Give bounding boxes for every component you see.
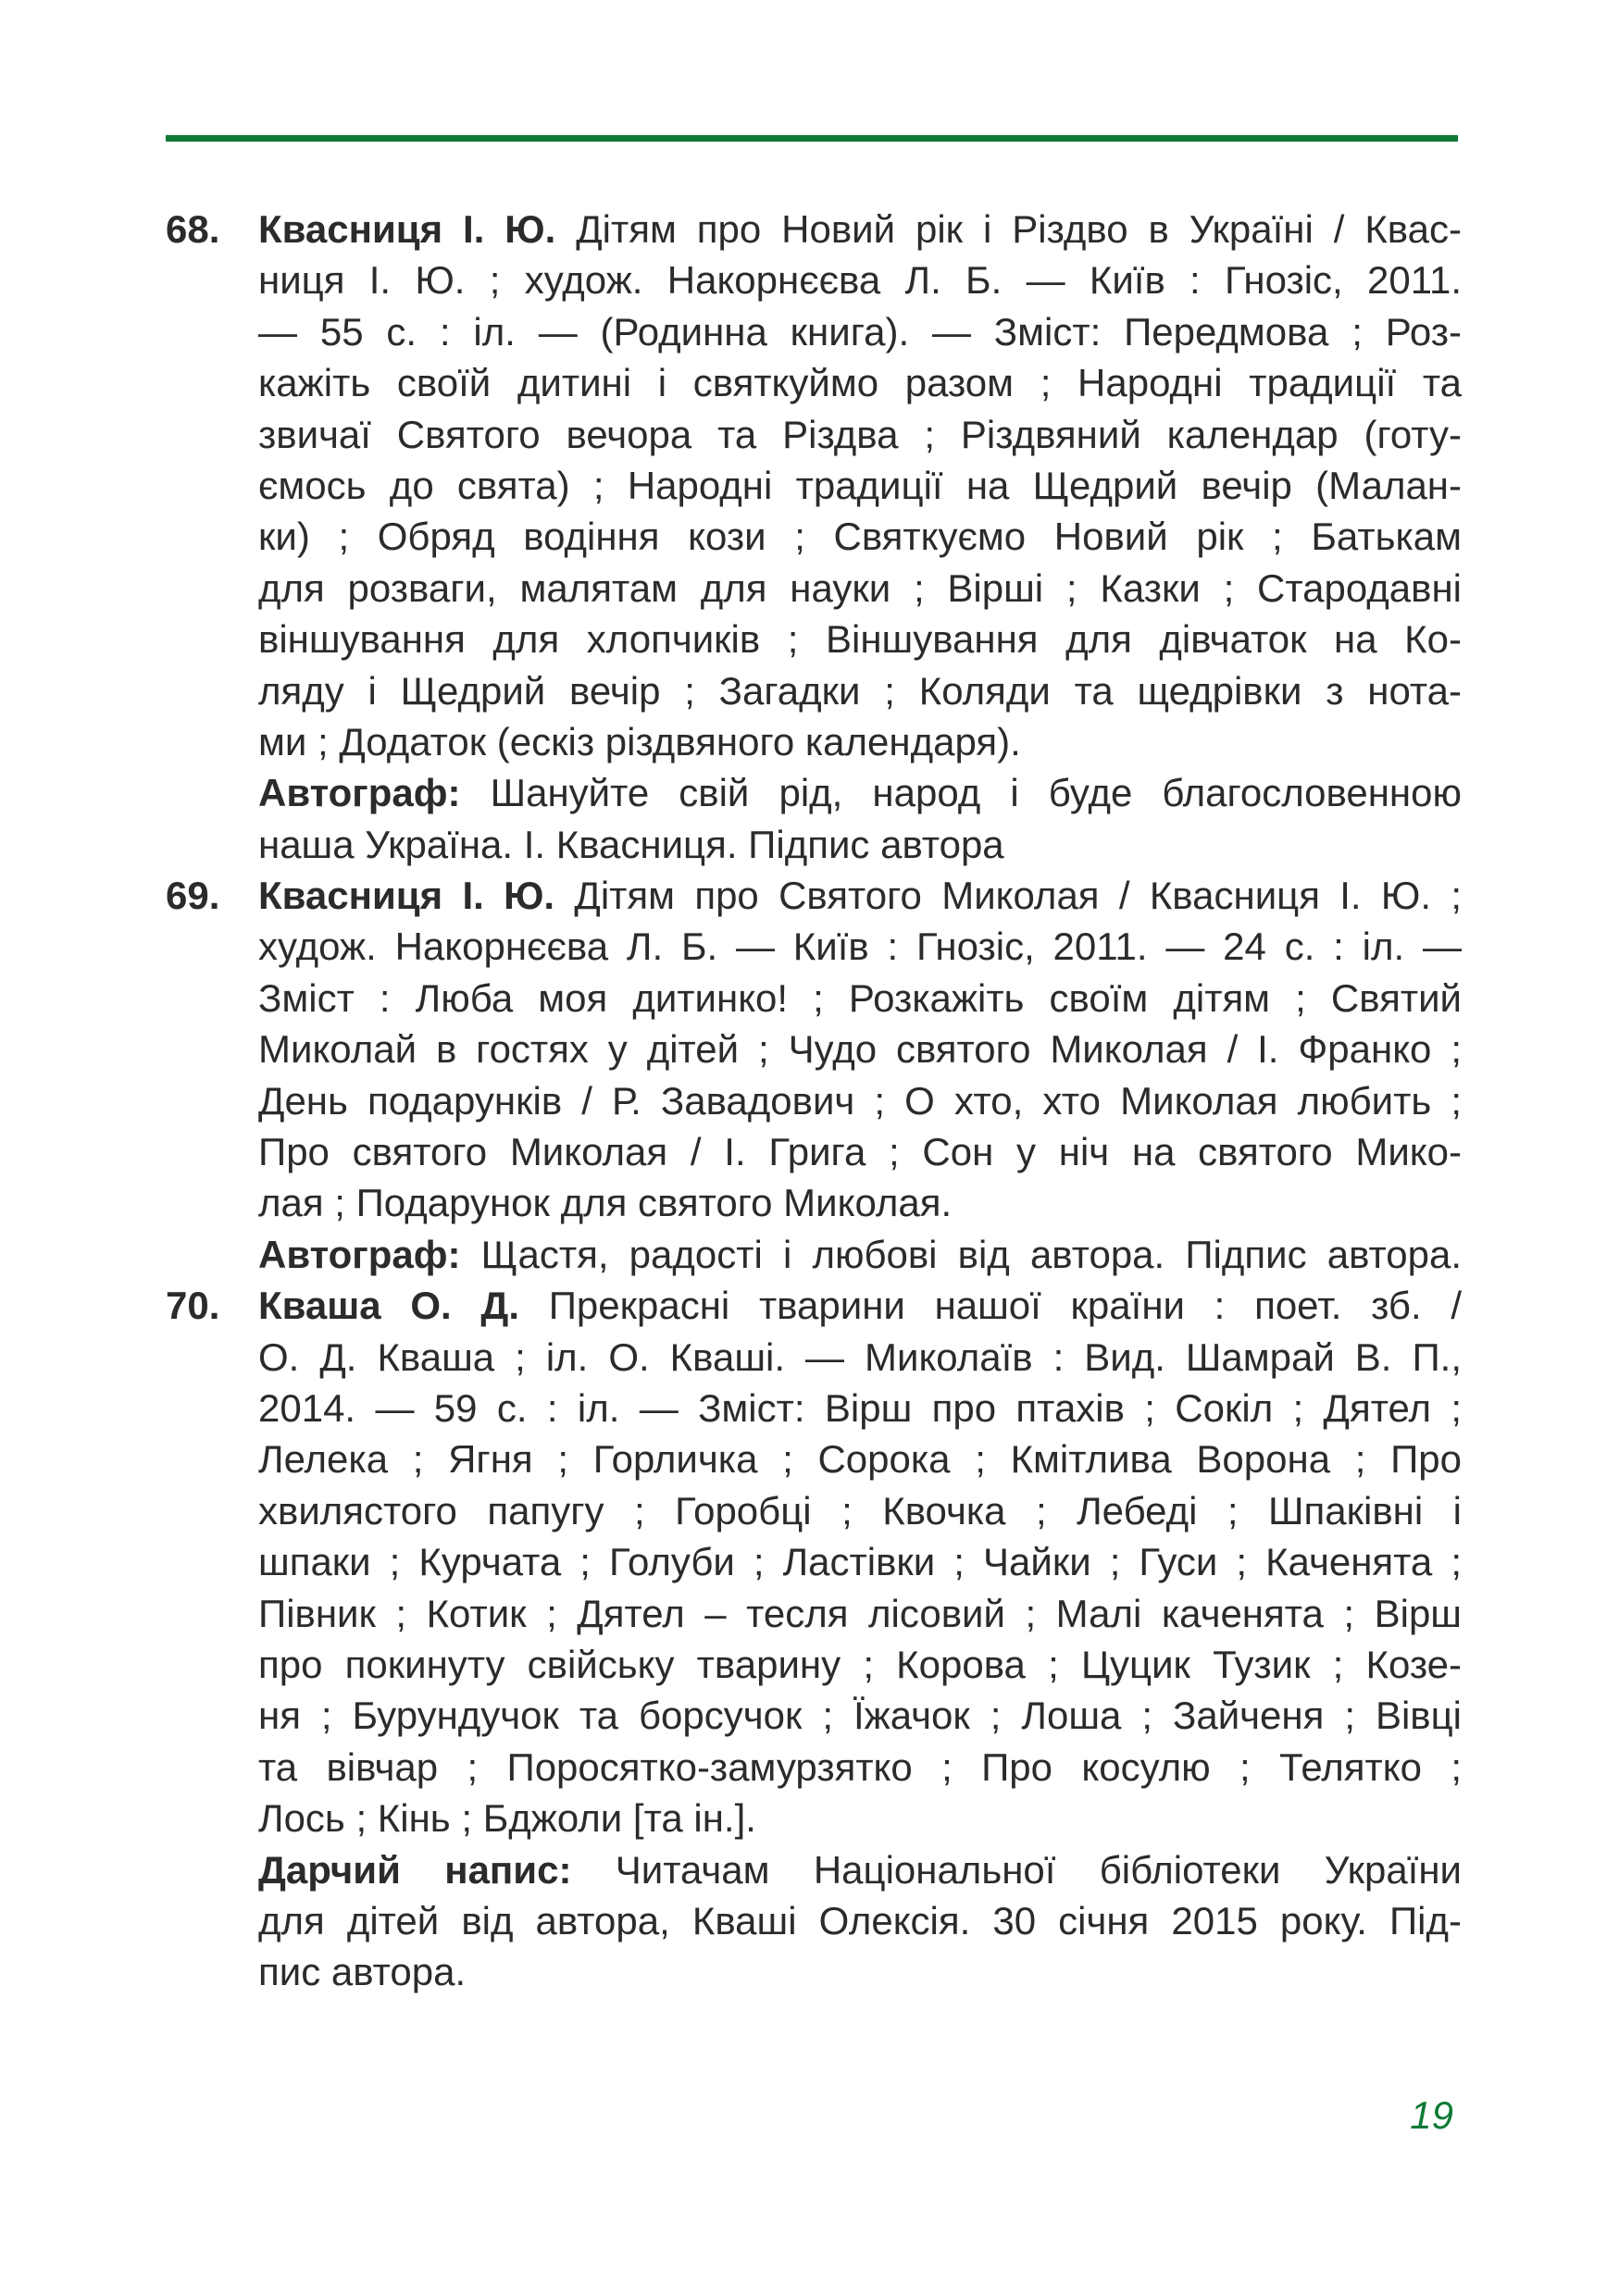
- entry-line: [258, 1895, 1462, 1946]
- entry-line: [258, 1433, 1462, 1484]
- entry-line: [258, 254, 1462, 305]
- entry-text: Прекрасні тварини нашої країни : поет. зб. /: [518, 1284, 1462, 1328]
- entry-text: — 55 с. : іл. — (Родинна книга). — Зміст: Передмова ; Роз-: [258, 309, 1462, 354]
- entry-line: [258, 921, 1462, 972]
- entry-text: Шануйте свій рід, народ і буде благословенною: [460, 771, 1462, 815]
- entry-line: [258, 204, 1462, 254]
- entry-text: пис автора.: [258, 1950, 467, 1994]
- entry-text: кажіть своїй дитині і святкуймо разом ; Народні традиції та: [258, 361, 1462, 405]
- header-rule: [166, 135, 1458, 142]
- entry-line: [258, 1536, 1462, 1587]
- entry-line: [258, 1280, 1462, 1331]
- entry-text: наша Україна. І. Квасниця. Підпис автора: [258, 822, 1004, 866]
- entry-text: Зміст : Люба моя дитинко! ; Розкажіть своїм дітям ; Святий: [258, 975, 1462, 1020]
- entry-line: [258, 1332, 1462, 1383]
- entry-number: 68.: [166, 207, 220, 251]
- entry-text: звичаї Святого вечора та Різдва ; Різдвяний календар (готу-: [258, 412, 1462, 456]
- bibliography-list: [166, 204, 1462, 1998]
- entry-line: [258, 1742, 1462, 1793]
- entry-line: [258, 973, 1462, 1024]
- entry-line: [258, 1485, 1462, 1536]
- entry-text: віншування для хлопчиків ; Віншування для дівчаток на Ко-: [258, 617, 1462, 662]
- entry-text: Дітям про Новий рік і Різдво в Україні / Квас-: [555, 207, 1462, 251]
- entry-line: [258, 1075, 1462, 1126]
- entry-line: [258, 1946, 1462, 1997]
- entry-text: Про святого Миколая / І. Грига ; Сон у ніч на святого Мико-: [258, 1130, 1462, 1174]
- entry-text: лая ; Подарунок для святого Миколая.: [258, 1181, 953, 1225]
- entry-label: Автограф:: [258, 1232, 461, 1276]
- entry-line: [258, 1793, 1462, 1843]
- entry-line: [258, 1024, 1462, 1074]
- bibliography-entry: [166, 1280, 1462, 1997]
- entry-text: День подарунків / Р. Завадович ; О хто, хто Миколая любить ;: [258, 1078, 1462, 1123]
- entry-line: [258, 1229, 1462, 1280]
- entry-line: [258, 511, 1462, 562]
- entry-text: Читачам Національної бібліотеки України: [571, 1847, 1462, 1892]
- entry-line: [258, 767, 1462, 818]
- entry-text: ми ; Додаток (ескіз різдвяного календаря).: [258, 719, 1021, 763]
- entry-line: [258, 357, 1462, 408]
- entry-text: Дітям про Святого Миколая / Квасниця І. Ю. ;: [554, 874, 1462, 918]
- entry-line: [258, 1177, 1462, 1228]
- entry-text: Миколай в гостях у дітей ; Чудо святого Миколая / І. Франко ;: [258, 1027, 1462, 1072]
- entry-line: [258, 306, 1462, 357]
- entry-line: [258, 563, 1462, 614]
- bibliography-entry: [166, 870, 1462, 1280]
- entry-text: ляду і Щедрий вечір ; Загадки ; Коляди та щедрівки з нота-: [258, 668, 1462, 713]
- entry-line: [258, 1639, 1462, 1690]
- page-number: 19: [1410, 2093, 1453, 2137]
- entry-text: Півник ; Котик ; Дятел – тесля лісовий ; Малі каченята ; Вірш: [258, 1591, 1462, 1635]
- entry-line: [258, 1690, 1462, 1741]
- entry-line: [258, 614, 1462, 664]
- entry-label: Автограф:: [258, 771, 461, 815]
- entry-text: для розваги, малятам для науки ; Вірші ; Казки ; Стародавні: [258, 565, 1462, 610]
- entry-label: Квасниця І. Ю.: [258, 874, 555, 918]
- entry-line: [258, 460, 1462, 511]
- entry-line: [258, 1844, 1462, 1895]
- entry-line: [258, 409, 1462, 460]
- entry-text: ниця І. Ю. ; худож. Накорнєєва Л. Б. — Київ : Гнозіс, 2011.: [258, 258, 1462, 303]
- entry-text: та вівчар ; Поросятко-замурзятко ; Про косулю ; Телятко ;: [258, 1744, 1462, 1789]
- entry-line: [258, 1383, 1462, 1433]
- entry-label: Дарчий напис:: [258, 1847, 572, 1892]
- entry-line: [258, 665, 1462, 716]
- entry-line: [258, 1126, 1462, 1177]
- entry-text: ня ; Бурундучок та борсучок ; Їжачок ; Лоша ; Зайченя ; Вівці: [258, 1694, 1462, 1738]
- entry-text: Щастя, радості і любові від автора. Підпис автора.: [460, 1232, 1462, 1276]
- entry-line: [258, 716, 1462, 767]
- entry-label: Квасниця І. Ю.: [258, 207, 556, 251]
- entry-label: Кваша О. Д.: [258, 1284, 519, 1328]
- entry-line: [258, 1588, 1462, 1639]
- entry-text: Лось ; Кінь ; Бджоли [та ін.].: [258, 1796, 756, 1841]
- entry-line: [258, 819, 1462, 870]
- entry-text: Лелека ; Ягня ; Горличка ; Сорока ; Кмітлива Ворона ; Про: [258, 1437, 1462, 1482]
- entry-text: О. Д. Кваша ; іл. О. Кваші. — Миколаїв : Вид. Шамрай В. П.,: [258, 1334, 1462, 1379]
- entry-text: ки) ; Обряд водіння кози ; Святкуємо Новий рік ; Батькам: [258, 515, 1462, 559]
- entry-line: [258, 870, 1462, 921]
- entry-text: худож. Накорнєєва Л. Б. — Київ : Гнозіс, 2011. — 24 с. : іл. —: [258, 925, 1462, 969]
- entry-number: 70.: [166, 1284, 220, 1328]
- entry-text: ємось до свята) ; Народні традиції на Щедрий вечір (Малан-: [258, 463, 1462, 507]
- entry-text: про покинуту свійську тварину ; Корова ; Цуцик Тузик ; Козе-: [258, 1642, 1462, 1686]
- entry-text: для дітей від автора, Кваші Олексія. 30 січня 2015 року. Під-: [258, 1898, 1462, 1942]
- entry-number: 69.: [166, 874, 220, 918]
- entry-text: шпаки ; Курчата ; Голуби ; Ластівки ; Чайки ; Гуси ; Каченята ;: [258, 1540, 1462, 1584]
- entry-text: 2014. — 59 с. : іл. — Зміст: Вірш про птахів ; Сокіл ; Дятел ;: [258, 1385, 1462, 1430]
- bibliography-entry: [166, 204, 1462, 870]
- entry-text: хвилястого папугу ; Горобці ; Квочка ; Лебеді ; Шпаківні і: [258, 1488, 1462, 1533]
